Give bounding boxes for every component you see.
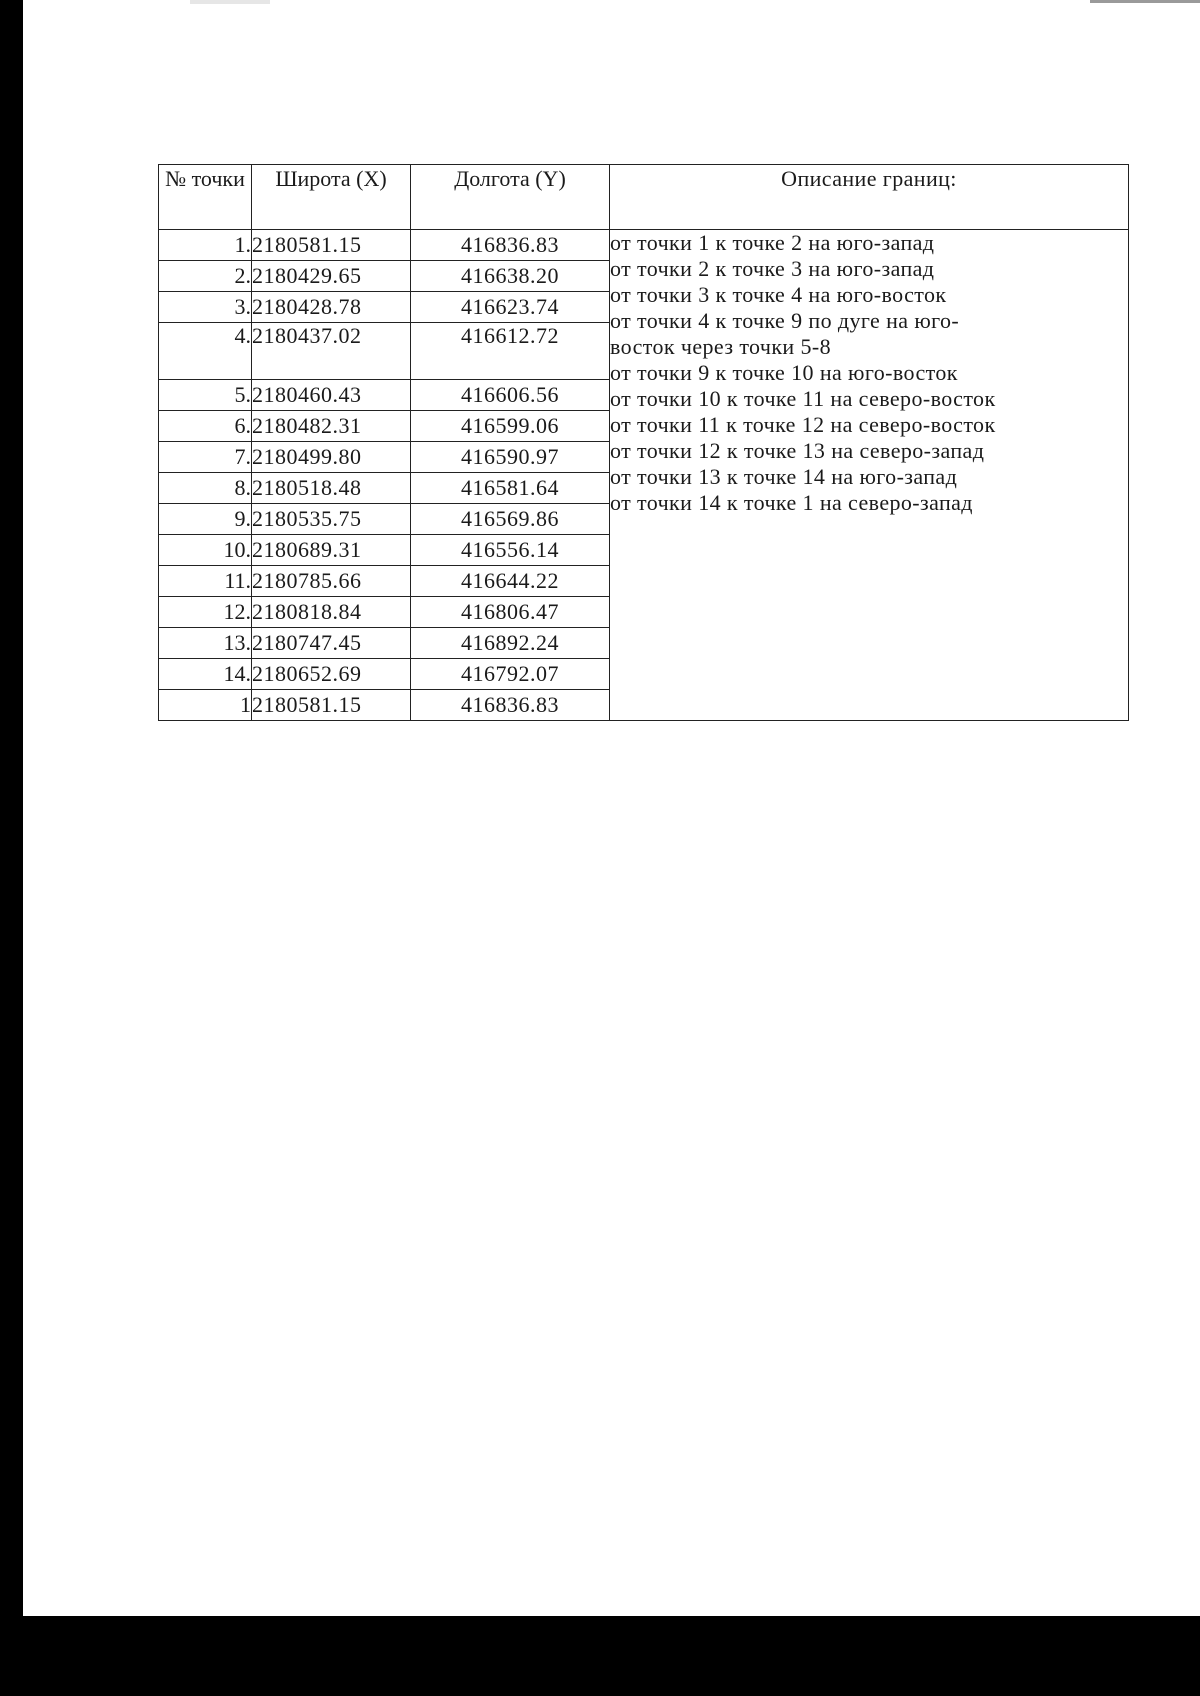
header-boundary-description: Описание границ: (610, 165, 1129, 230)
description-line: восток через точки 5-8 (610, 334, 832, 359)
point-number: 12. (159, 597, 252, 628)
point-number: 3. (159, 292, 252, 323)
point-latitude: 2180747.45 (252, 628, 411, 659)
point-latitude: 2180482.31 (252, 411, 411, 442)
point-number: 6. (159, 411, 252, 442)
point-number: 1 (159, 690, 252, 721)
description-line: от точки 4 к точке 9 по дуге на юго- (610, 308, 960, 333)
point-latitude: 2180437.02 (252, 323, 411, 380)
header-longitude: Долгота (Y) (411, 165, 610, 230)
description-line: от точки 9 к точке 10 на юго-восток (610, 360, 958, 385)
description-line: от точки 10 к точке 11 на северо-восток (610, 386, 996, 411)
point-longitude: 416836.83 (411, 690, 610, 721)
point-latitude: 2180535.75 (252, 504, 411, 535)
point-number: 10. (159, 535, 252, 566)
point-longitude: 416892.24 (411, 628, 610, 659)
scan-border-bottom (0, 1616, 1200, 1696)
point-longitude: 416644.22 (411, 566, 610, 597)
point-longitude: 416638.20 (411, 261, 610, 292)
point-number: 4. (159, 323, 252, 380)
point-longitude: 416792.07 (411, 659, 610, 690)
description-line: от точки 1 к точке 2 на юго-запад (610, 230, 935, 255)
point-longitude: 416581.64 (411, 473, 610, 504)
header-point-number: № точки (159, 165, 252, 230)
point-number: 13. (159, 628, 252, 659)
point-number: 1. (159, 230, 252, 261)
description-line: от точки 13 к точке 14 на юго-запад (610, 464, 958, 489)
point-number: 5. (159, 380, 252, 411)
table-header-row (159, 165, 1129, 230)
boundary-description (610, 230, 1129, 721)
scan-artifact-top-left (190, 0, 270, 4)
point-longitude: 416569.86 (411, 504, 610, 535)
scan-border-left (0, 0, 23, 1696)
point-longitude: 416606.56 (411, 380, 610, 411)
point-longitude: 416623.74 (411, 292, 610, 323)
table-row (159, 230, 1129, 261)
description-line: от точки 2 к точке 3 на юго-запад (610, 256, 935, 281)
point-longitude: 416590.97 (411, 442, 610, 473)
point-latitude: 2180652.69 (252, 659, 411, 690)
header-latitude: Широта (X) (252, 165, 411, 230)
description-line: от точки 3 к точке 4 на юго-восток (610, 282, 947, 307)
point-latitude: 2180499.80 (252, 442, 411, 473)
point-number: 9. (159, 504, 252, 535)
point-latitude: 2180581.15 (252, 690, 411, 721)
point-number: 8. (159, 473, 252, 504)
point-number: 11. (159, 566, 252, 597)
description-line: от точки 14 к точке 1 на северо-запад (610, 490, 973, 515)
description-line: от точки 11 к точке 12 на северо-восток (610, 412, 996, 437)
scan-artifact-top-right (1090, 0, 1200, 3)
point-latitude: 2180689.31 (252, 535, 411, 566)
point-longitude: 416612.72 (411, 323, 610, 380)
boundary-coordinates-table (158, 164, 1129, 721)
point-number: 14. (159, 659, 252, 690)
point-latitude: 2180428.78 (252, 292, 411, 323)
point-longitude: 416806.47 (411, 597, 610, 628)
point-longitude: 416556.14 (411, 535, 610, 566)
point-number: 7. (159, 442, 252, 473)
point-latitude: 2180785.66 (252, 566, 411, 597)
point-number: 2. (159, 261, 252, 292)
point-latitude: 2180581.15 (252, 230, 411, 261)
point-latitude: 2180518.48 (252, 473, 411, 504)
point-longitude: 416599.06 (411, 411, 610, 442)
point-latitude: 2180460.43 (252, 380, 411, 411)
point-latitude: 2180818.84 (252, 597, 411, 628)
point-latitude: 2180429.65 (252, 261, 411, 292)
description-line: от точки 12 к точке 13 на северо-запад (610, 438, 985, 463)
point-longitude: 416836.83 (411, 230, 610, 261)
